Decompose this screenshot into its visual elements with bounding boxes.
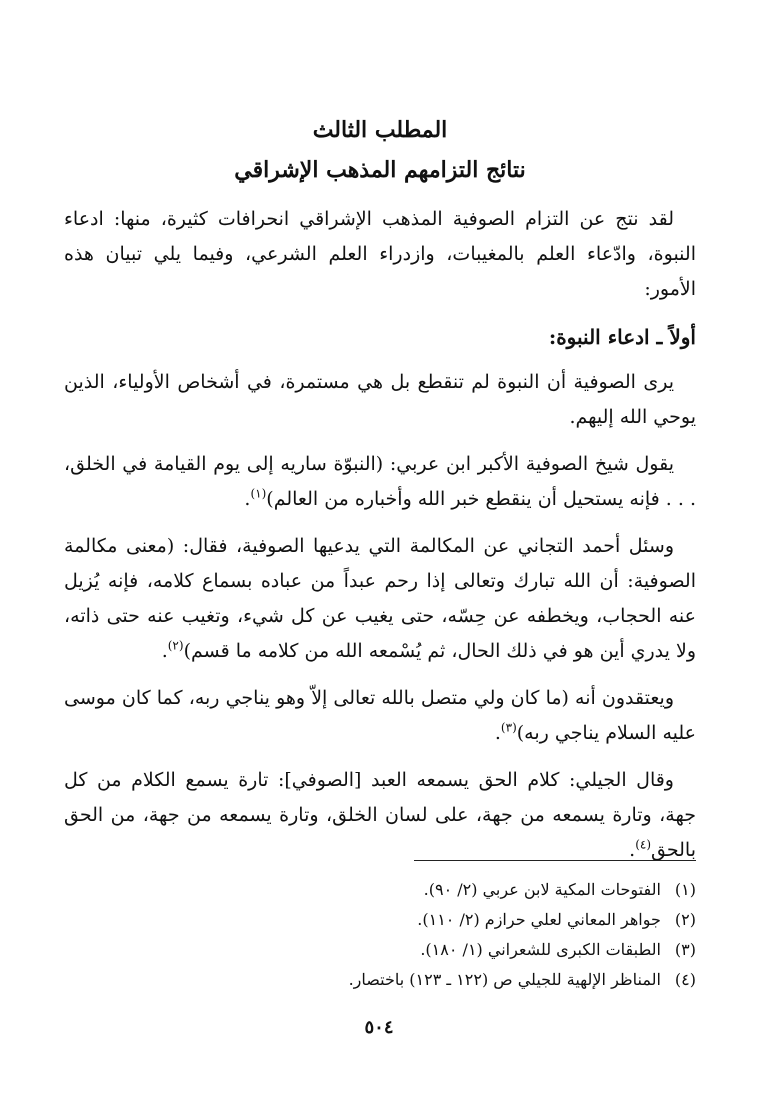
paragraph-2-end: . xyxy=(244,488,251,510)
footnote-text: جواهر المعاني لعلي حرازم (٢/ ١١٠). xyxy=(417,910,661,929)
paragraph-3 xyxy=(64,529,696,669)
main-text xyxy=(64,112,696,880)
section-subtitle: نتائج التزامهم المذهب الإشراقي xyxy=(234,157,526,183)
paragraph-4-end: . xyxy=(494,722,501,744)
footnotes-list xyxy=(64,876,696,996)
footnote-number: (١) xyxy=(674,880,696,899)
footnote-item xyxy=(64,876,696,904)
footnote-item xyxy=(64,966,696,994)
footnote-number: (٣) xyxy=(674,940,696,959)
footnote-ref-3: (٣) xyxy=(500,720,517,735)
paragraph-5 xyxy=(64,763,696,868)
intro-paragraph: لقد نتج عن التزام الصوفية المذهب الإشراقي انحرافات كثيرة، منها: ادعاء النبوة، وادّعاء العلم بالمغيبات، وازدراء العلم الشرعي، وفيما يلي تبيان هذه الأمور: xyxy=(64,208,696,300)
paragraph-3-end: . xyxy=(161,640,168,662)
footnote-number: (٢) xyxy=(674,910,696,929)
paragraph-4-text: ويعتقدون أنه (ما كان ولي متصل بالله تعالى إلاّ وهو يناجي ربه، كما كان موسى عليه السلام يناجي ربه) xyxy=(64,687,696,744)
heading-prophecy-claim: أولاً ـ ادعاء النبوة: xyxy=(548,325,696,349)
footnote-ref-2: (٢) xyxy=(167,638,184,653)
footnote-item xyxy=(64,936,696,964)
paragraph-2 xyxy=(64,447,696,517)
footnote-ref-1: (١) xyxy=(250,486,267,501)
footnote-number: (٤) xyxy=(674,970,696,989)
footnote-item xyxy=(64,906,696,934)
section-title: المطلب الثالث xyxy=(312,117,448,143)
footnote-text: الطبقات الكبرى للشعراني (١/ ١٨٠). xyxy=(420,940,661,959)
footnote-ref-4: (٤) xyxy=(635,837,652,852)
paragraph-3-text: وسئل أحمد التجاني عن المكالمة التي يدعيها الصوفية، فقال: (معنى مكالمة الصوفية: أن الله تبارك وتعالى إذا رحم عبداً من عباده بسماع كلامه، فإنه يُزيل عنه الحجاب، ويخطفه عن حِسّه، حتى يغيب عن كل شيء، وتغيب عنه حتى ذاته، ولا يدري أين هو في ذلك الحال، ثم يُسْمعه الله من كلامه ما قسم) xyxy=(64,535,696,662)
paragraph-5-end: . xyxy=(629,839,636,861)
paragraph-4 xyxy=(64,681,696,751)
footnote-text: الفتوحات المكية لابن عربي (٢/ ٩٠). xyxy=(423,880,661,899)
footnote-divider xyxy=(414,860,696,861)
paragraph-2-text: يقول شيخ الصوفية الأكبر ابن عربي: (النبوّة ساريه إلى يوم القيامة في الخلق، . . . فإنه يستحيل أن ينقطع خبر الله وأخباره من العالم) xyxy=(64,453,696,510)
paragraph-5-text: وقال الجيلي: كلام الحق يسمعه العبد [الصوفي]: تارة يسمع الكلام من كل جهة، وتارة يسمعه من جهة، على لسان الخلق، وتارة يسمعه من جهة، من الحق بالحق xyxy=(64,769,696,861)
paragraph-1: يرى الصوفية أن النبوة لم تنقطع بل هي مستمرة، في أشخاص الأولياء، الذين يوحي الله إليهم. xyxy=(64,371,696,428)
footnote-text: المناظر الإلهية للجيلي ص (١٢٢ ـ ١٢٣) باختصار. xyxy=(348,970,661,989)
page-number: ٥٠٤ xyxy=(364,1017,394,1038)
